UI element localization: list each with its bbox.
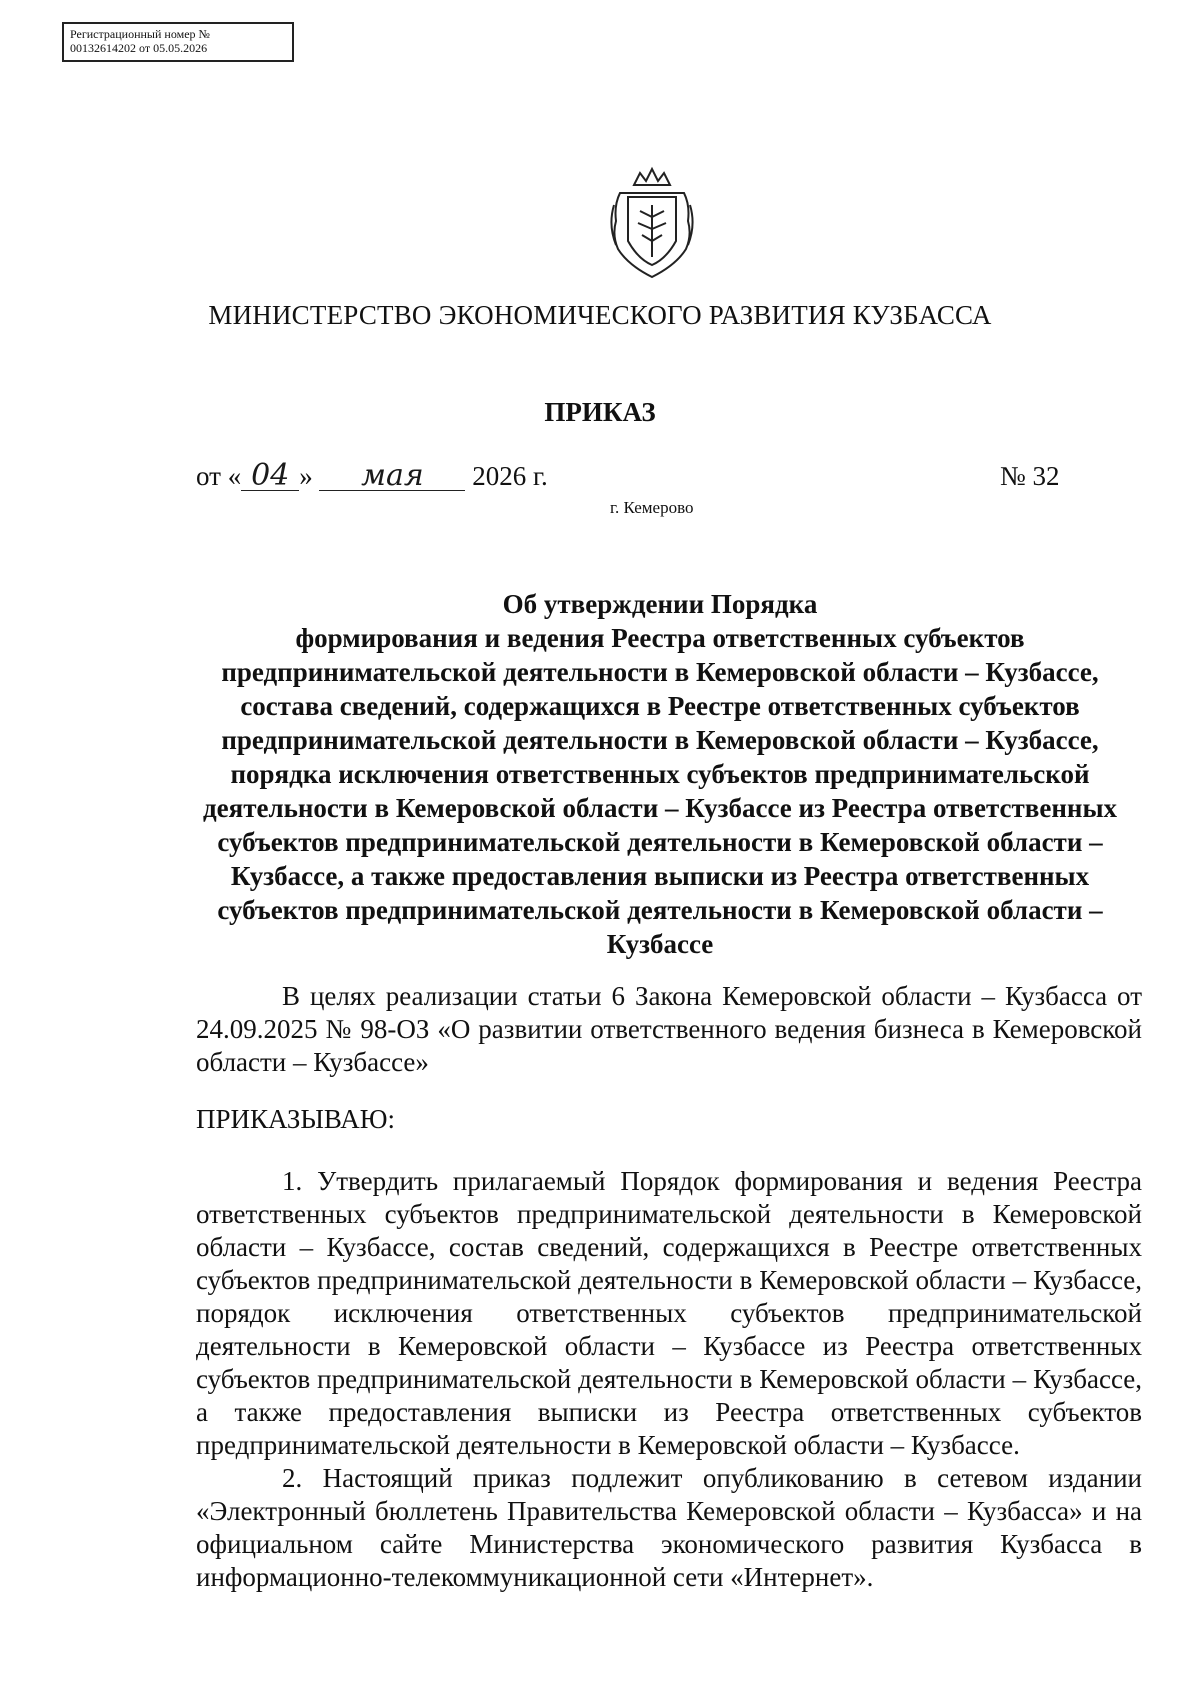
registration-line-2: 00132614202 от 05.05.2026 <box>70 41 208 55</box>
subject-line: Об утверждении Порядка <box>502 589 818 619</box>
date-day: 04 <box>241 462 299 491</box>
subject-line: предпринимательской деятельности в Кемеровской области – Кузбассе, <box>221 725 1099 755</box>
order-title: ПРИКАЗ <box>544 397 656 427</box>
order-word: ПРИКАЗЫВАЮ: <box>196 1104 395 1134</box>
registration-stamp <box>62 22 294 62</box>
order-subject <box>200 587 1120 961</box>
date-mid: » <box>299 461 313 491</box>
subject-line: субъектов предпринимательской деятельности в Кемеровской области – <box>217 895 1103 925</box>
preamble-paragraph: В целях реализации статьи 6 Закона Кемеровской области – Кузбасса от 24.09.2025 № 98-ОЗ «О развитии ответственного ведения бизнеса в Кемеровской области – Кузбассе» <box>196 981 1142 1077</box>
ministry-name: МИНИСТЕРСТВО ЭКОНОМИЧЕСКОГО РАЗВИТИЯ КУЗБАССА <box>208 300 992 330</box>
city: г. Кемерово <box>610 498 694 517</box>
order-items <box>196 1165 1142 1594</box>
subject-line: Кузбассе, а также предоставления выписки из Реестра ответственных <box>230 861 1090 891</box>
date-prefix: от « <box>196 461 242 491</box>
date-year: 2026 г. <box>472 461 548 491</box>
date-month: мая <box>319 462 465 491</box>
order-date <box>196 458 548 493</box>
subject-line: Кузбассе <box>606 929 714 959</box>
coat-of-arms-icon <box>606 165 698 285</box>
subject-line: формирования и ведения Реестра ответственных субъектов <box>295 623 1025 653</box>
order-number <box>1000 461 1060 492</box>
subject-line: порядка исключения ответственных субъектов предпринимательской <box>230 759 1090 789</box>
order-item-2: 2. Настоящий приказ подлежит опубликованию в сетевом издании «Электронный бюллетень Правительства Кемеровской области – Кузбасса» и на официальном сайте Министерства экономического развития Кузбасса в информационно-телекоммуникационной сети «Интернет». <box>196 1463 1142 1592</box>
number-value: 32 <box>1032 461 1060 491</box>
subject-line: деятельности в Кемеровской области – Кузбассе из Реестра ответственных <box>202 793 1118 823</box>
preamble <box>196 980 1142 1079</box>
subject-line: субъектов предпринимательской деятельности в Кемеровской области – <box>217 827 1103 857</box>
number-prefix: № <box>1000 461 1026 491</box>
subject-line: предпринимательской деятельности в Кемеровской области – Кузбассе, <box>221 657 1099 687</box>
registration-line-1: Регистрационный номер № <box>70 27 210 41</box>
subject-line: состава сведений, содержащихся в Реестре ответственных субъектов <box>240 691 1080 721</box>
order-item-1: 1. Утвердить прилагаемый Порядок формирования и ведения Реестра ответственных субъектов предпринимательской деятельности в Кемеровской области – Кузбассе, состав сведений, содержащихся в Реестре ответственных субъектов предпринимательской деятельности в Кемеровской области – Кузбассе, порядок исключения ответственных субъектов предпринимательской деятельности в Кемеровской области – Кузбассе из Реестра ответственных субъектов предпринимательской деятельности в Кемеровской области – Кузбассе, а также предоставления выписки из Реестра ответственных субъектов предпринимательской деятельности в Кемеровской области – Кузбассе. <box>196 1166 1142 1460</box>
